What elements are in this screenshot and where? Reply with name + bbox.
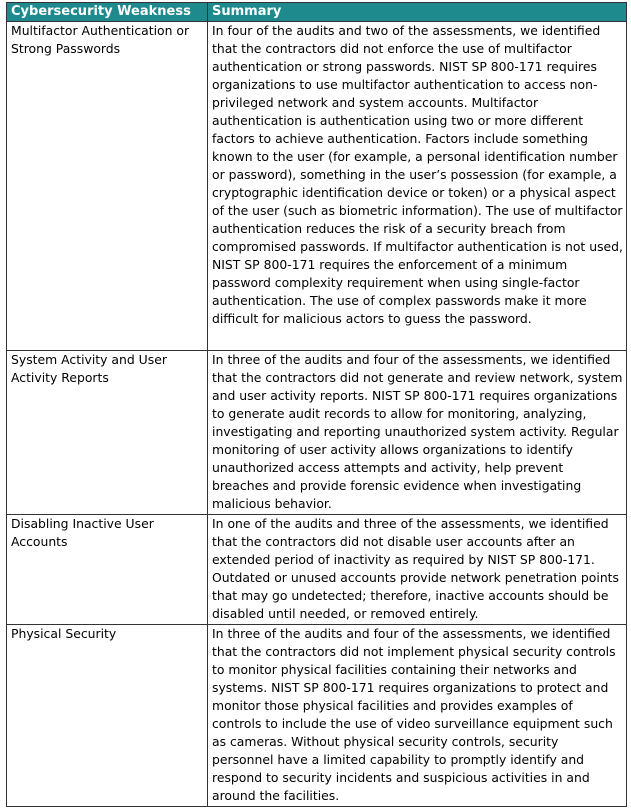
weakness-cell: System Activity and User Activity Reports [7,351,208,515]
summary-cell: In four of the audits and two of the assessments, we identified that the contractors did not enforce the use of multifactor authentication or strong passwords. NIST SP 800-171 requires organizations to use multifactor authentication to access non-privileged network and system accounts. Multifactor authentication is authentication using two or more different factors to achieve authentication. Factors include something known to the user (for example, a personal identification number or password), something in the user’s possession (for example, a cryptographic identification device or token) or a physical aspect of the user (such as biometric information). The use of multifactor authentication reduces the risk of a security breach from compromised passwords. If multifactor authentication is not used, NIST SP 800-171 requires the enforcement of a minimum password complexity requirement when using single-factor authentication. The use of complex passwords make it more difficult for malicious actors to guess the password. [208,22,627,351]
header-weakness: Cybersecurity Weakness [7,3,208,22]
table-row [7,22,627,351]
weakness-summary-table [6,2,627,807]
weakness-cell: Physical Security [7,625,208,807]
summary-cell: In one of the audits and three of the assessments, we identified that the contractors did not disable user accounts after an extended period of inactivity as required by NIST SP 800-171. Outdated or unused accounts provide network penetration points that may go undetected; therefore, inactive accounts should be disabled until needed, or removed entirely. [208,515,627,625]
table-row [7,351,627,515]
table-header-row [7,3,627,22]
table-row [7,515,627,625]
header-summary: Summary [208,3,627,22]
summary-cell: In three of the audits and four of the assessments, we identified that the contractors did not implement physical security controls to monitor physical facilities containing their networks and systems. NIST SP 800-171 requires organizations to protect and monitor those physical facilities and provides examples of controls to include the use of video surveillance equipment such as cameras. Without physical security controls, security personnel have a limited capability to promptly identify and respond to security incidents and suspicious activities in and around the facilities. [208,625,627,807]
weakness-cell: Multifactor Authentication or Strong Passwords [7,22,208,351]
table-row [7,625,627,807]
summary-cell: In three of the audits and four of the assessments, we identified that the contractors did not generate and review network, system and user activity reports. NIST SP 800-171 requires organizations to generate audit records to allow for monitoring, analyzing, investigating and reporting unauthorized system activity. Regular monitoring of user activity allows organizations to identify unauthorized access attempts and activity, help prevent breaches and provide forensic evidence when investigating malicious behavior. [208,351,627,515]
weakness-cell: Disabling Inactive User Accounts [7,515,208,625]
